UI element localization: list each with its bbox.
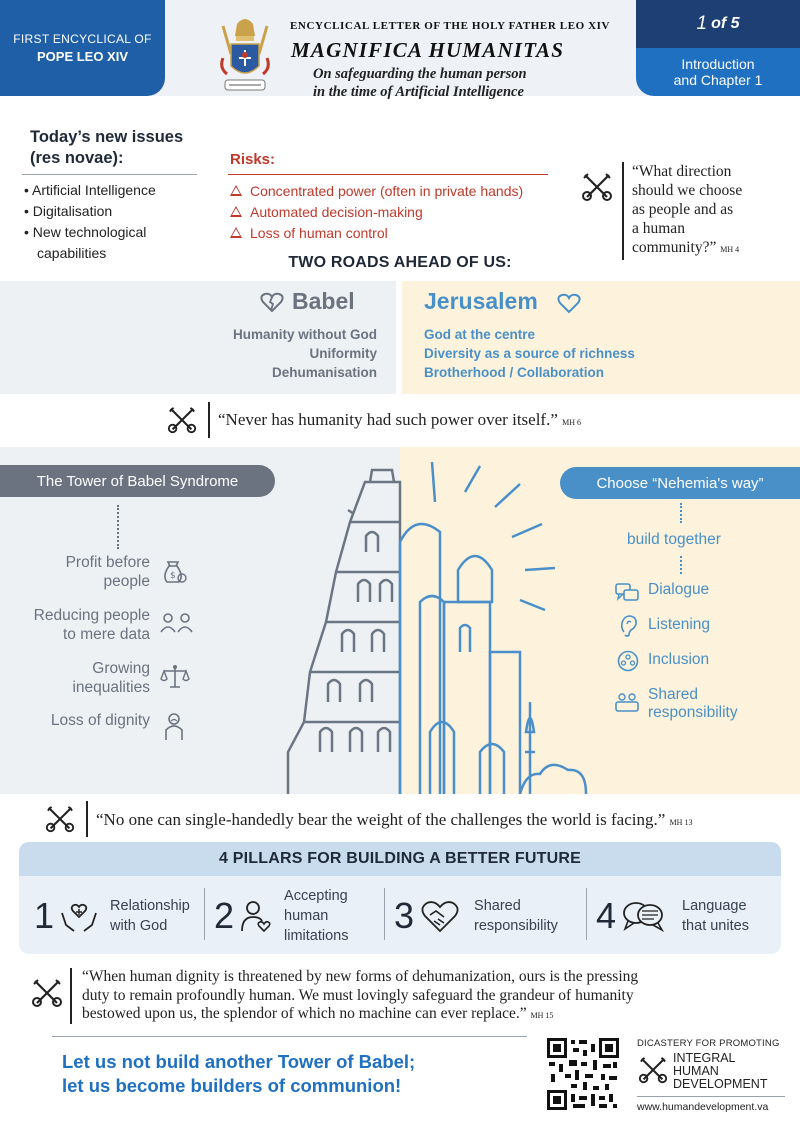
speech-bubbles-icon <box>622 899 666 933</box>
encyclical-tab-line2: POPE LEO XIV <box>36 49 129 64</box>
nehemia-pill <box>560 467 800 499</box>
babel-title: Babel <box>292 288 355 314</box>
quote2-rule <box>208 402 210 438</box>
pillar-number: 1 <box>34 895 55 936</box>
shared-icon <box>614 690 640 714</box>
warning-icon <box>230 227 242 238</box>
footer-divider <box>52 1036 527 1037</box>
risks-divider <box>228 174 548 175</box>
nehemia-item-shared: Shared responsibility <box>648 686 738 721</box>
risk-item: Automated decision-making <box>230 201 523 222</box>
babel-item: Uniformity <box>309 346 377 361</box>
jerusalem-item: God at the centre <box>424 327 536 342</box>
pillar-number: 4 <box>596 895 617 936</box>
crossed-keys-icon <box>580 170 614 204</box>
pillar-label: Relationship with God <box>110 898 190 934</box>
crossed-keys-icon <box>637 1054 669 1086</box>
babel-item: Humanity without God <box>233 327 377 342</box>
tower-dotted-line <box>117 505 119 549</box>
page-indicator-tab <box>636 0 800 96</box>
tower-item-dignity: Loss of dignity <box>50 712 150 729</box>
issues-list <box>24 180 156 264</box>
dicastery-line1: DICASTERY FOR PROMOTING <box>637 1038 780 1049</box>
encyclical-title: MAGNIFICA HUMANITAS <box>291 38 565 62</box>
pillar-4 <box>596 888 776 944</box>
pillars-heading-bar <box>19 842 781 876</box>
list-item: • Artificial Intelligence <box>24 182 156 198</box>
babel-jerusalem-illustration <box>280 452 600 794</box>
nehemia-item: Inclusion <box>648 651 710 668</box>
footer-url[interactable]: www.humandevelopment.va <box>637 1101 769 1113</box>
risk-item: Loss of human control <box>230 222 523 243</box>
handshake-heart-icon <box>420 899 460 933</box>
list-item: • Digitalisation <box>24 203 113 219</box>
warning-icon <box>230 185 242 196</box>
nehemia-subhead: build together <box>627 531 721 548</box>
crossed-keys-icon <box>166 404 198 436</box>
cta-line2: let us become builders of communion! <box>62 1075 402 1096</box>
people-icon <box>160 612 194 634</box>
issues-divider <box>22 174 197 175</box>
babel-item: Dehumanisation <box>271 365 377 380</box>
dicastery-line3: HUMAN <box>673 1064 719 1078</box>
section-line1: Introduction <box>681 56 755 72</box>
list-item: capabilities <box>37 245 107 261</box>
quote2: “Never has humanity had such power over itself.” MH 6 <box>218 410 582 429</box>
pillar-2 <box>214 886 384 946</box>
risk-item: Concentrated power (often in private hands) <box>230 180 523 201</box>
broken-heart-icon <box>260 291 284 313</box>
crossed-keys-icon <box>44 803 76 835</box>
tower-item-profit: Profit before people <box>65 554 150 590</box>
dicastery-line4: DEVELOPMENT <box>673 1077 768 1091</box>
pillar-label: Accepting human limitations <box>284 888 349 944</box>
ear-icon <box>618 614 640 638</box>
section-line2: and Chapter 1 <box>673 72 763 88</box>
money-bag-icon <box>160 558 188 586</box>
heart-hands-icon <box>60 899 98 933</box>
issues-heading-line2: (res novae): <box>30 149 124 167</box>
nehemia-item: Dialogue <box>648 581 710 598</box>
quote4-rule <box>70 968 72 1024</box>
quote3-rule <box>86 801 88 837</box>
pillar-label: Language that unites <box>682 898 749 934</box>
page-number: 1 <box>696 13 708 34</box>
jerusalem-item: Diversity as a source of richness <box>424 346 635 361</box>
quote4-ref: MH 15 <box>530 1011 554 1020</box>
pillars-heading: 4 PILLARS FOR BUILDING A BETTER FUTURE <box>219 850 581 867</box>
encyclical-tab-line1: FIRST ENCYCLICAL OF <box>13 32 152 46</box>
chat-icon <box>615 582 639 604</box>
footer-url-rule <box>637 1096 785 1097</box>
risks-list <box>230 180 523 243</box>
encyclical-subtitle-line2: in the time of Artificial Intelligence <box>313 84 524 100</box>
quote4: “When human dignity is threatened by new forms of dehumanization, ours is the pressing duty to remain profoundly human. We must lovingly safeguard the grandeur of humanity bestowed upon us, the splendor of which no machine can ever replace.” MH 15 <box>82 968 639 1022</box>
nehemia-item: Listening <box>648 616 711 633</box>
dicastery-logo <box>637 1038 797 1094</box>
scales-icon <box>160 663 190 691</box>
quote1: “What direction should we choose as people and as a human community?” MH 4 <box>632 163 743 256</box>
roads-heading: TWO ROADS AHEAD OF US: <box>288 254 512 271</box>
pillar-number: 3 <box>394 895 415 936</box>
encyclical-subtitle-line1: On safeguarding the human person <box>313 66 527 82</box>
nehemia-dotted-line-2 <box>680 556 682 574</box>
pillar-3 <box>394 888 584 944</box>
crossed-keys-icon <box>30 976 64 1010</box>
heart-icon <box>557 292 581 314</box>
issues-heading-line1: Today’s new issues <box>30 128 184 146</box>
tower-item-inequalities: Growing inequalities <box>72 660 150 696</box>
sad-person-icon <box>162 712 186 742</box>
list-item: • New technological <box>24 224 147 240</box>
quote1-rule <box>622 162 624 260</box>
tower-pill-label: The Tower of Babel Syndrome <box>36 472 239 490</box>
dicastery-line2: INTEGRAL <box>673 1051 736 1065</box>
encyclical-tab <box>0 0 165 96</box>
jerusalem-title: Jerusalem <box>424 288 538 314</box>
cta-line1: Let us not build another Tower of Babel; <box>62 1051 416 1072</box>
risks-heading: Risks: <box>230 151 276 168</box>
pillar-divider <box>586 888 587 940</box>
tower-pill <box>0 465 275 497</box>
inclusion-icon <box>617 650 639 672</box>
pillar-divider <box>384 888 385 940</box>
quote2-ref: MH 6 <box>562 418 582 427</box>
warning-icon <box>230 206 242 217</box>
quote1-ref: MH 4 <box>720 245 740 254</box>
person-heart-icon <box>240 899 272 933</box>
pillar-number: 2 <box>214 895 235 936</box>
pillar-1 <box>34 888 204 944</box>
pillar-divider <box>204 888 205 940</box>
jerusalem-item: Brotherhood / Collaboration <box>424 365 604 380</box>
tower-item-data: Reducing people to mere data <box>33 607 150 643</box>
nehemia-pill-label: Choose “Nehemia's way” <box>596 474 764 492</box>
qr-code <box>547 1038 619 1110</box>
encyclical-eyebrow: ENCYCLICAL LETTER OF THE HOLY FATHER LEO XIV <box>290 20 611 32</box>
quote3: “No one can single-handedly bear the weight of the challenges the world is facing.” MH 13 <box>96 810 693 829</box>
quote3-ref: MH 13 <box>669 818 693 827</box>
papal-coat-of-arms <box>215 14 275 100</box>
pillar-label: Shared responsibility <box>474 898 558 934</box>
nehemia-dotted-line <box>680 503 682 523</box>
page-total: of 5 <box>711 15 740 32</box>
svg-text:$: $ <box>170 571 176 581</box>
